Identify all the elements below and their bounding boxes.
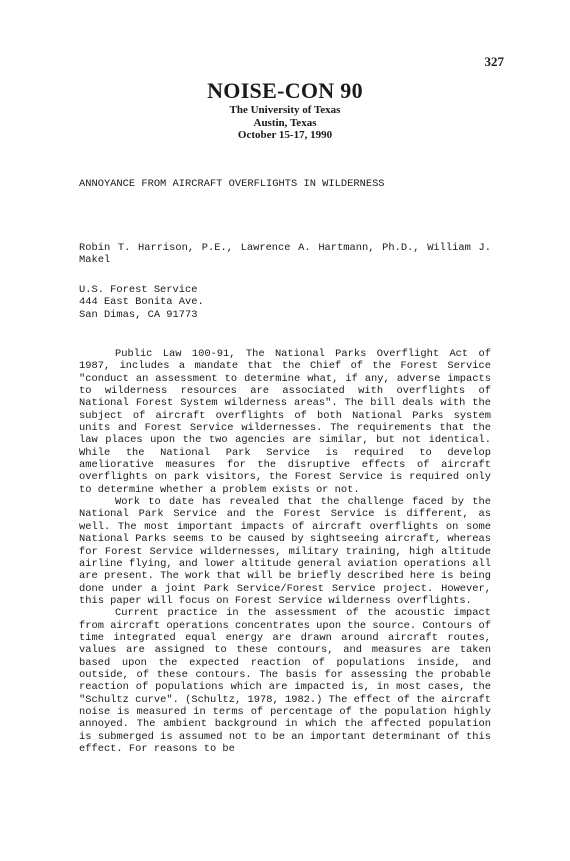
author-list: Robin T. Harrison, P.E., Lawrence A. Hartmann, Ph.D., William J. Makel [79, 242, 491, 267]
affiliation-street: 444 East Bonita Ave. [79, 296, 204, 309]
conference-title: NOISE-CON 90 [207, 78, 363, 103]
body-text [79, 348, 491, 755]
conference-city: Austin, Texas [253, 116, 317, 129]
page-number: 327 [484, 54, 504, 69]
body-paragraph: Public Law 100-91, The National Parks Overflight Act of 1987, includes a mandate that the Chief of the Forest Service "conduct an assessment to determine what, if any, adverse impacts to wilderness resources are associated with overflights of National Forest System wilderness areas". The bill deals with the subject of aircraft overflights of both National Parks system units and Forest Service wildernesses. The requirements that the law places upon the two agencies are similar, but not identical. While the National Park Service is required to develop ameliorative measures for the disruptive effects of aircraft overflights on park visitors, the Forest Service is required only to determine whether a problem exists or not. [79, 348, 491, 496]
conference-dates: October 15-17, 1990 [237, 129, 333, 141]
body-paragraph: Work to date has revealed that the challenge faced by the National Park Service and the Forest Service is different, as well. The most important impacts of aircraft overflights on some National Parks seems to be caused by sightseeing aircraft, whereas for Forest Service wildernesses, military training, high altitude airline flying, and lower altitude general aviation operations all are present. The work that will be briefly described here is being done under a joint Park Service/Forest Service project. However, this paper will focus on Forest Service wilderness overflights. [79, 496, 491, 607]
body-paragraph: Current practice in the assessment of the acoustic impact from aircraft operations concentrates upon the source. Contours of time integrated equal energy are drawn around aircraft routes, values are assigned to these contours, and measures are taken based upon the expected reaction of populations inside, and outside, of these contours. The basis for assessing the probable reaction of populations which are impacted is, in most cases, the "Schultz curve". (Schultz, 1978, 1982.) The effect of the aircraft noise is measured in terms of percentage of the population highly annoyed. The ambient background in which the affected population is submerged is assumed not to be an important determinant of this effect. For reasons to be [79, 607, 491, 755]
paper-title: ANNOYANCE FROM AIRCRAFT OVERFLIGHTS IN WILDERNESS [79, 178, 385, 190]
conference-header [0, 78, 570, 142]
affiliation-block [79, 284, 204, 321]
affiliation-city: San Dimas, CA 91773 [79, 308, 198, 321]
affiliation-organization: U.S. Forest Service [79, 284, 198, 296]
conference-venue: The University of Texas [229, 104, 341, 116]
